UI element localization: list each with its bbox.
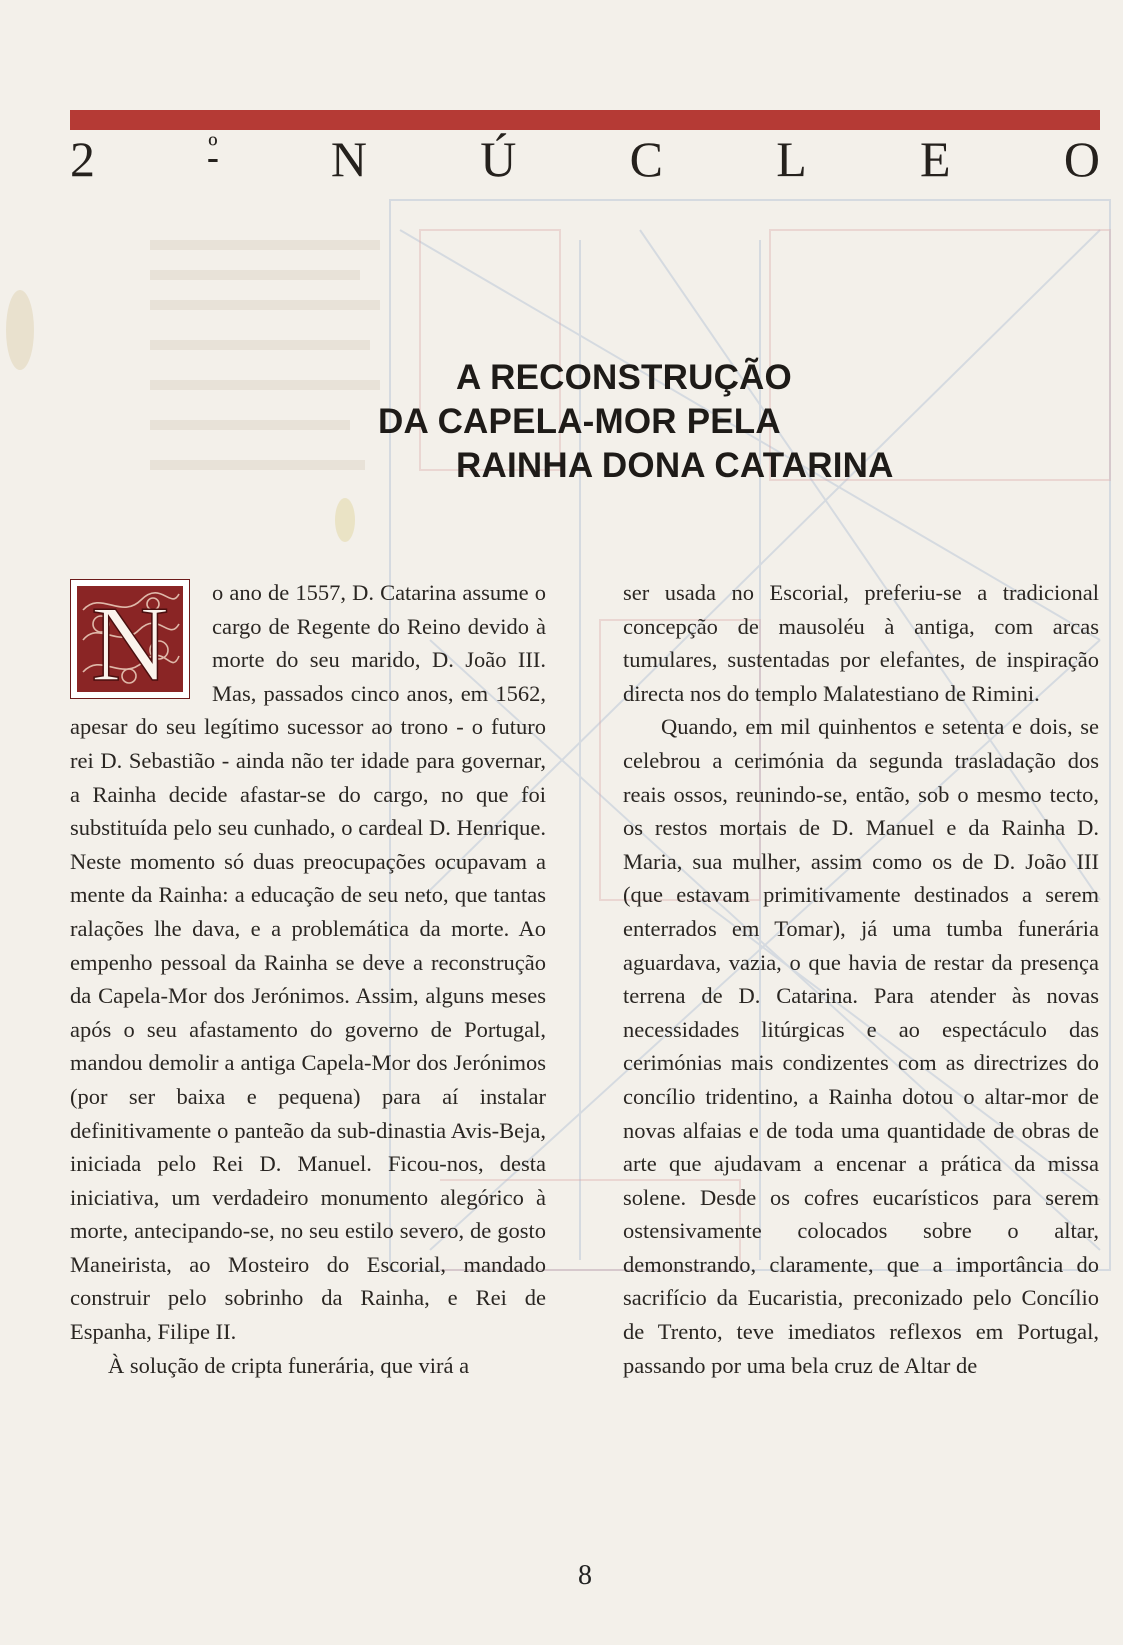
page-number: 8 [578, 1560, 592, 1591]
left-text-column [70, 576, 546, 1382]
dropcap-initial [70, 579, 190, 699]
section-letter: Ú [480, 131, 517, 187]
section-letter: N [330, 131, 367, 187]
paragraph: ser usada no Escorial, preferiu-se a tradicional concepção de mausoléu à antiga, com arcas tumulares, sustentadas por elefantes, de inspiração directa nos do templo Malatestiano de Rimini. [623, 580, 1099, 706]
article-title-line: A RECONSTRUÇÃO [456, 358, 792, 397]
paragraph: À solução de cripta funerária, que virá a [108, 1352, 470, 1378]
section-heading [70, 128, 1100, 190]
paragraph: Quando, em mil quinhentos e setenta e dois, se celebrou a cerimónia da segunda trasladação dos reais ossos, reunindo-se, então, sob o mesmo tecto, os restos mortais de D. Manuel e da Rainha D. Maria, sua mulher, assim como os de D. João III (que estavam primitivamente destinados a serem enterrados em Tomar), já uma tumba funerária aguardava, vazia, o que havia de restar da presença terrena de D. Catarina. Para atender às novas necessidades litúrgicas e ao espectáculo das cerimónias mais condizentes com as directrizes do concílio tridentino, a Rainha dotou o altar-mor de novas alfaias e de toda uma quantidade de obras de arte que ajudavam a encenar a prática da missa solene. Desde os cofres eucarísticos para serem ostensivamente colocados sobre o altar, demonstrando, claramente, que a importância do sacrifício da Eucaristia, preconizado pelo Concílio de Trento, teve imediatos reflexos em Portugal, passando por uma bela cruz de Altar de [623, 714, 1099, 1378]
section-letter: º [208, 131, 218, 164]
ornament-icon [71, 580, 189, 698]
section-letter: O [1063, 131, 1100, 187]
right-text-column [623, 576, 1099, 1382]
article-title-line: RAINHA DONA CATARINA [456, 446, 894, 485]
section-letter: 2 [70, 131, 95, 187]
article-title-line: DA CAPELA-MOR PELA [378, 402, 781, 441]
section-letter: E [920, 131, 951, 187]
paragraph: o ano de 1557, D. Catarina assume o cargo de Regente do Reino devido à morte do seu marido, D. João III. Mas, passados cinco anos, em 1562, apesar do seu legítimo sucessor ao trono - o futuro rei D. Sebastião - ainda não ter idade para governar, a Rainha decide afastar-se do cargo, no que foi substituída pelo seu cunhado, o cardeal D. Henrique. Neste momento só duas preocupações ocupavam a mente da Rainha: a educação de seu neto, que tantas ralações lhe dava, e a problemática da morte. Ao empenho pessoal da Rainha se deve a reconstrução da Capela-Mor dos Jerónimos. Assim, alguns meses após o seu afastamento do governo de Portugal, mandou demolir a antiga Capela-Mor dos Jerónimos (por ser baixa e pequena) para aí instalar definitivamente o panteão da sub-dinastia Avis-Beja, iniciada pelo Rei D. Manuel. Ficou-nos, desta iniciativa, um verdadeiro monumento alegórico à morte, antecipando-se, no seu estilo severo, de gosto Maneirista, ao Mosteiro do Escorial, mandado construir pelo sobrinho da Rainha, e Rei de Espanha, Filipe II. [70, 580, 546, 1345]
section-letter: L [776, 131, 807, 187]
dropcap-letter: N [91, 585, 169, 698]
section-letter: C [629, 131, 663, 187]
section-header-bar [70, 110, 1100, 130]
article-title [370, 356, 930, 488]
